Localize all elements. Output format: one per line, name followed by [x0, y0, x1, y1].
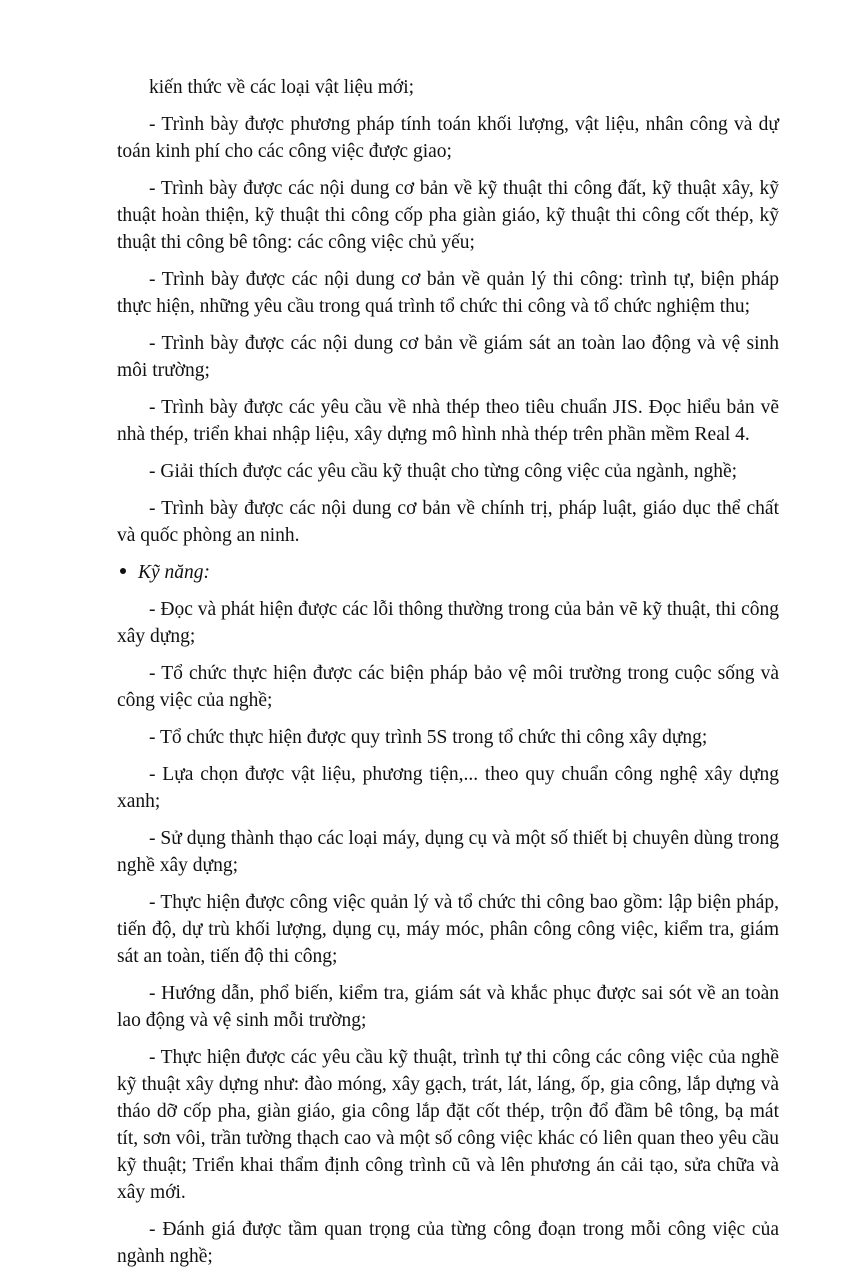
- paragraph-stage-importance: - Đánh giá được tầm quan trọng của từng công đoạn trong mỗi công việc của ngành nghề;: [117, 1219, 779, 1267]
- document-page: [117, 74, 779, 1280]
- section-heading-label: Kỹ năng:: [138, 562, 211, 583]
- paragraph-steel-house-jis: - Trình bày được các yêu cầu về nhà thép theo tiêu chuẩn JIS. Đọc hiểu bản vẽ nhà thép, triển khai nhập liệu, xây dựng mô hình nhà thép trên phần mềm Real 4.: [117, 397, 779, 445]
- paragraph-construction-management: - Trình bày được các nội dung cơ bản về quản lý thi công: trình tự, biện pháp thực hiện, những yêu cầu trong quá trình tổ chức thi công và tổ chức nghiệm thu;: [117, 269, 779, 317]
- paragraph-management-planning: - Thực hiện được công việc quản lý và tổ chức thi công bao gồm: lập biện pháp, tiến độ, dự trù khối lượng, dụng cụ, máy móc, phân công công việc, kiểm tra, giám sát an toàn, tiến độ thi công;: [117, 892, 779, 967]
- paragraph-technical-requirements: - Giải thích được các yêu cầu kỹ thuật cho từng công việc của ngành, nghề;: [149, 461, 738, 482]
- section-heading-skills: [117, 559, 779, 586]
- paragraph-machine-usage: - Sử dụng thành thạo các loại máy, dụng cụ và một số thiết bị chuyên dùng trong nghề xây dựng;: [117, 828, 779, 876]
- paragraph-cost-estimation: - Trình bày được phương pháp tính toán khối lượng, vật liệu, nhân công và dự toán kinh phí cho các công việc được giao;: [117, 114, 779, 162]
- paragraph-construction-procedures: - Thực hiện được các yêu cầu kỹ thuật, trình tự thi công các công việc của nghề kỹ thuật xây dựng như: đào móng, xây gạch, trát, lát, láng, ốp, gia công, lắp dựng và tháo dỡ cốp pha, giàn giáo, gia công lắp đặt cốt thép, trộn đổ đầm bê tông, bạ mát tít, sơn vôi, trần tường thạch cao và một số công việc khác có liên quan theo yêu cầu kỹ thuật; Triển khai thẩm định công trình cũ và lên phương án cải tạo, sửa chữa và xây mới.: [117, 1047, 779, 1203]
- paragraph-safety-supervision: - Trình bày được các nội dung cơ bản về giám sát an toàn lao động và vệ sinh môi trường;: [117, 333, 779, 381]
- paragraph-read-drawings: - Đọc và phát hiện được các lỗi thông thường trong của bản vẽ kỹ thuật, thi công xây dựng;: [117, 599, 779, 647]
- bullet-icon: [120, 568, 126, 574]
- paragraph-green-materials: - Lựa chọn được vật liệu, phương tiện,... theo quy chuẩn công nghệ xây dựng xanh;: [117, 764, 779, 812]
- paragraph-knowledge-new-materials: kiến thức về các loại vật liệu mới;: [149, 77, 415, 98]
- paragraph-environment-protection: - Tổ chức thực hiện được các biện pháp bảo vệ môi trường trong cuộc sống và công việc của nghề;: [117, 663, 779, 711]
- paragraph-politics-law: - Trình bày được các nội dung cơ bản về chính trị, pháp luật, giáo dục thể chất và quốc phòng an ninh.: [117, 498, 779, 546]
- paragraph-safety-guidance: - Hướng dẫn, phổ biến, kiểm tra, giám sát và khắc phục được sai sót về an toàn lao động và vệ sinh mỗi trường;: [117, 983, 779, 1031]
- paragraph-construction-techniques: - Trình bày được các nội dung cơ bản về kỹ thuật thi công đất, kỹ thuật xây, kỹ thuật hoàn thiện, kỹ thuật thi công cốp pha giàn giáo, kỹ thuật thi công cốt thép, kỹ thuật thi công bê tông: các công việc chủ yếu;: [117, 178, 779, 253]
- paragraph-5s-process: - Tổ chức thực hiện được quy trình 5S trong tổ chức thi công xây dựng;: [149, 727, 708, 748]
